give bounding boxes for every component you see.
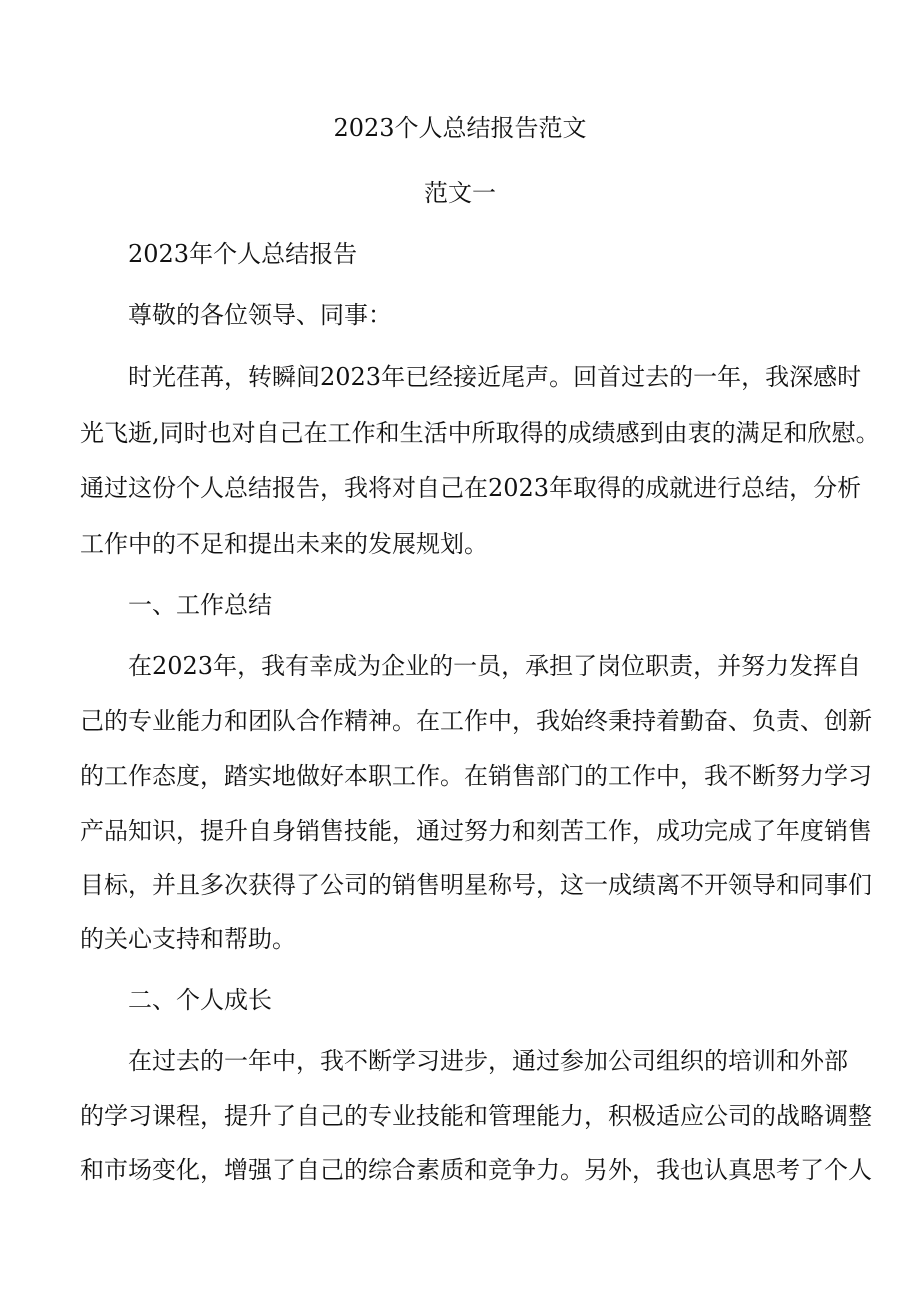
section1-line: 产品知识，提升自身销售技能，通过努力和刻苦工作，成功完成了年度销售 (80, 817, 872, 845)
section2-line: 在过去的一年中，我不断学习进步，通过参加公司组织的培训和外部 (128, 1047, 848, 1075)
section1-line: 的关心支持和帮助。 (80, 925, 296, 953)
section2-heading: 二、个人成长 (128, 986, 272, 1014)
salutation: 尊敬的各位领导、同事： (128, 301, 392, 329)
section2-line: 和市场变化，增强了自己的综合素质和竞争力。另外，我也认真思考了个人 (80, 1156, 872, 1184)
document-title: 2023个人总结报告范文 (333, 114, 587, 142)
section1-line: 己的专业能力和团队合作精神。在工作中，我始终秉持着勤奋、负责、创新 (80, 707, 872, 735)
section1-line: 目标，并且多次获得了公司的销售明星称号，这一成绩离不开领导和同事们 (80, 871, 872, 899)
document-subtitle: 范文一 (424, 179, 496, 207)
intro-line: 光飞逝,同时也对自己在工作和生活中所取得的成绩感到由衷的满足和欣慰。 (80, 419, 880, 447)
intro-line: 时光荏苒，转瞬间2023年已经接近尾声。回首过去的一年，我深感时 (128, 363, 862, 391)
report-heading: 2023年个人总结报告 (128, 240, 358, 268)
intro-line: 通过这份个人总结报告，我将对自己在2023年取得的成就进行总结，分析 (80, 474, 862, 502)
section1-heading: 一、工作总结 (128, 591, 272, 619)
section1-line: 的工作态度，踏实地做好本职工作。在销售部门的工作中，我不断努力学习 (80, 762, 872, 790)
intro-line: 工作中的不足和提出未来的发展规划。 (80, 530, 488, 558)
section2-line: 的学习课程，提升了自己的专业技能和管理能力，积极适应公司的战略调整 (80, 1102, 872, 1130)
section1-line: 在2023年，我有幸成为企业的一员，承担了岗位职责，并努力发挥自 (128, 652, 862, 680)
